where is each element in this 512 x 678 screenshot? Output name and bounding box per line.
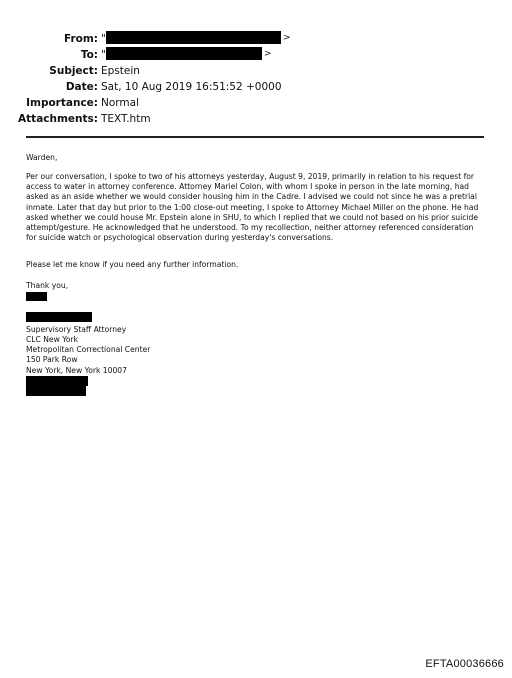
signature-title: Supervisory Staff Attorney [26,325,127,334]
from-prefix: " [101,33,106,45]
header-date-row [0,79,512,95]
to-prefix: " [101,49,106,61]
header-attachments-row [0,111,512,127]
redaction-contact-1 [26,376,88,386]
date-value: Sat, 10 Aug 2019 16:51:52 +0000 [101,81,282,93]
date-label: Date: [65,81,98,93]
signature-street: 150 Park Row [26,355,78,364]
header-divider [26,136,484,138]
attachments-label: Attachments: [18,113,98,125]
greeting: Warden, [26,153,58,162]
subject-label: Subject: [49,65,98,77]
signature-org: CLC New York [26,335,79,344]
redaction-from [106,31,281,44]
importance-label: Importance: [26,97,98,109]
importance-value: Normal [101,97,139,109]
to-suffix: > [264,49,272,59]
body-paragraph-2: Please let me know if you need any further information. [26,260,239,269]
document-id: EFTA00036666 [425,658,504,670]
signature-city: New York, New York 10007 [26,366,127,375]
redaction-sender-name [26,312,92,322]
attachments-value[interactable]: TEXT.htm [101,113,151,125]
to-label: To: [80,49,98,61]
from-label: From: [63,33,98,45]
signature-facility: Metropolitan Correctional Center [26,345,151,354]
from-suffix: > [283,33,291,43]
redaction-contact-2 [26,386,86,396]
header-importance-row [0,95,512,111]
redaction-to [106,47,262,60]
closing: Thank you, [26,281,69,290]
body-paragraph-1: Per our conversation, I spoke to two of his attorneys yesterday, August 9, 2019, primarily in relation to his request for access to water in attorney conference. Attorney Mariel Colon, with whom I spoke in person in the late morning, had asked as an aside whether we would consider housing him in the Cadre. I advised we could not since he was a pretrial inmate. Later that day but prior to the 1:00 close-out meeting, I spoke to Attorney Michael Miller on the phone. He had asked whether we could house Mr. Epstein alone in SHU, to which I replied that we could not based on his prior suicide attempt/gesture. He acknowledged that he understood. To my recollection, neither attorney referenced consideration for suicide watch or psychological observation during yesterday's conversations. [26,172,479,243]
subject-value: Epstein [101,65,140,77]
header-subject-row [0,63,512,79]
redaction-sender-first [26,292,47,301]
